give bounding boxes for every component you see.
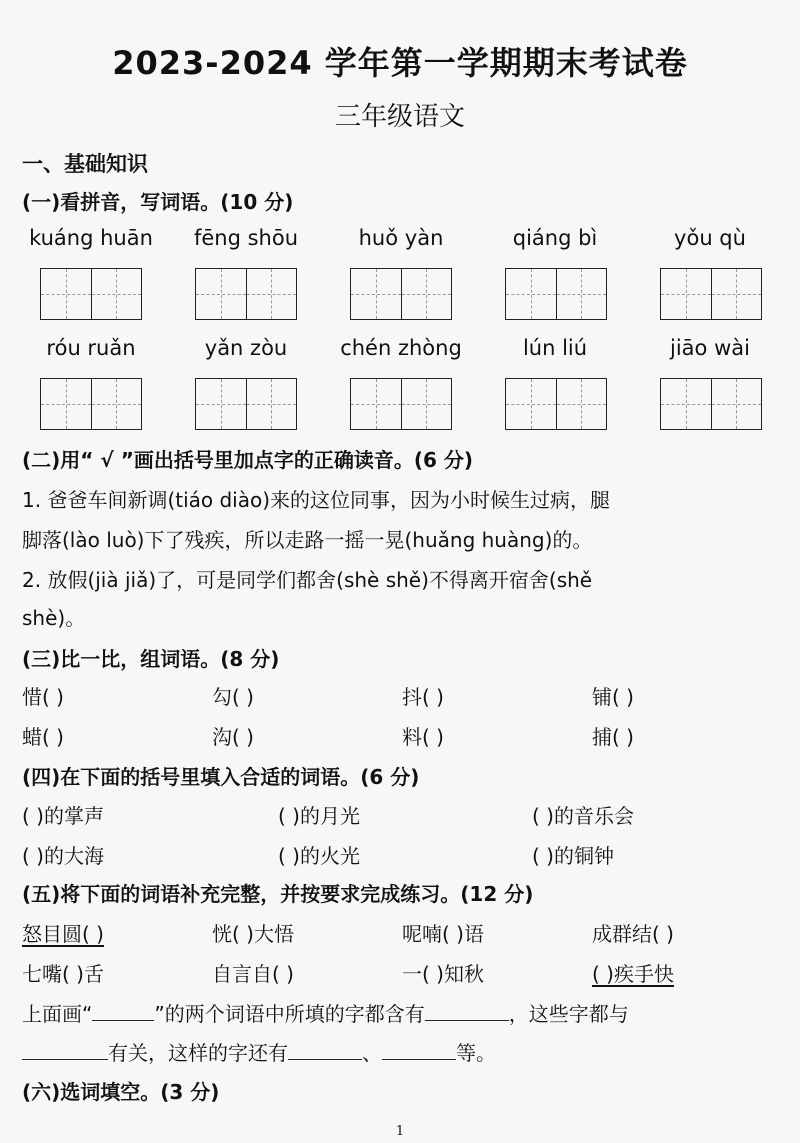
compare-word-item[interactable]: 料( ) bbox=[402, 725, 444, 749]
section-heading: 一、基础知识 bbox=[22, 152, 148, 176]
idiom-item[interactable]: 一( )知秋 bbox=[402, 962, 484, 986]
writing-grid[interactable] bbox=[660, 378, 762, 430]
writing-grid[interactable] bbox=[660, 268, 762, 320]
idiom-item-underlined[interactable]: ( )疾手快 bbox=[592, 962, 674, 986]
compare-word-item[interactable]: 惜( ) bbox=[22, 685, 64, 709]
compare-word-item[interactable]: 捕( ) bbox=[592, 725, 634, 749]
writing-grid[interactable] bbox=[195, 378, 297, 430]
fill-phrase-item[interactable]: ( )的月光 bbox=[278, 804, 360, 828]
compare-word-item[interactable]: 蜡( ) bbox=[22, 725, 64, 749]
answer-blank[interactable] bbox=[288, 1041, 362, 1060]
answer-blank[interactable] bbox=[22, 1041, 108, 1060]
question-5-line-4 bbox=[22, 1037, 496, 1066]
question-2-line: 脚落(lào luò)下了残疾，所以走路一摇一晃(huǎng huàng)的。 bbox=[22, 528, 593, 552]
answer-blank[interactable] bbox=[425, 1002, 509, 1021]
question-6-prompt: (六)选词填空。(3 分) bbox=[22, 1080, 220, 1104]
page-number: 1 bbox=[395, 1124, 405, 1139]
question-5-line-3 bbox=[22, 998, 629, 1027]
pinyin-label: kuáng huān bbox=[29, 226, 153, 250]
pinyin-label: lún liú bbox=[522, 336, 588, 360]
compare-word-item[interactable]: 铺( ) bbox=[592, 685, 634, 709]
line-text: ”的两个词语中所填的字都含有 bbox=[154, 1002, 425, 1026]
pinyin-label: chén zhòng bbox=[340, 336, 462, 360]
idiom-item[interactable]: 恍( )大悟 bbox=[212, 922, 294, 946]
writing-grid[interactable] bbox=[195, 268, 297, 320]
exam-title: 2023-2024 学年第一学期期末考试卷 bbox=[112, 44, 688, 82]
question-5-prompt: (五)将下面的词语补充完整，并按要求完成练习。(12 分) bbox=[22, 882, 534, 906]
writing-grid[interactable] bbox=[40, 268, 142, 320]
fill-phrase-item[interactable]: ( )的大海 bbox=[22, 844, 104, 868]
line-text: ，这些字都与 bbox=[508, 1002, 629, 1026]
question-3-prompt: (三)比一比，组词语。(8 分) bbox=[22, 647, 280, 671]
pinyin-label: yǒu qù bbox=[674, 226, 746, 250]
fill-phrase-item[interactable]: ( )的火光 bbox=[278, 844, 360, 868]
writing-grid[interactable] bbox=[350, 268, 452, 320]
line-text: 等。 bbox=[456, 1041, 496, 1065]
line-text: 、 bbox=[362, 1041, 382, 1065]
writing-grid[interactable] bbox=[40, 378, 142, 430]
line-text: 有关，这样的字还有 bbox=[108, 1041, 288, 1065]
writing-grid[interactable] bbox=[505, 268, 607, 320]
compare-word-item[interactable]: 沟( ) bbox=[212, 725, 254, 749]
fill-phrase-item[interactable]: ( )的音乐会 bbox=[532, 804, 634, 828]
question-1-prompt: (一)看拼音，写词语。(10 分) bbox=[22, 190, 294, 214]
question-2-line: 2. 放假(jià jiǎ)了，可是同学们都舍(shè shě)不得离开宿舍(shě bbox=[22, 568, 593, 592]
question-2-line: 1. 爸爸车间新调(tiáo diào)来的这位同事，因为小时候生过病，腿 bbox=[22, 488, 611, 512]
idiom-item[interactable]: 自言自( ) bbox=[212, 962, 294, 986]
question-4-prompt: (四)在下面的括号里填入合适的词语。(6 分) bbox=[22, 765, 420, 789]
pinyin-label: fēng shōu bbox=[193, 226, 299, 250]
answer-blank[interactable] bbox=[382, 1041, 456, 1060]
pinyin-label: yǎn zòu bbox=[204, 336, 288, 360]
line-text: 上面画“ bbox=[22, 1002, 93, 1026]
idiom-item-underlined[interactable]: 怒目圆( ) bbox=[22, 922, 104, 946]
pinyin-label: huǒ yàn bbox=[358, 226, 444, 250]
idiom-item[interactable]: 成群结( ) bbox=[592, 922, 674, 946]
question-2-line: shè)。 bbox=[22, 606, 86, 630]
compare-word-item[interactable]: 抖( ) bbox=[402, 685, 444, 709]
idiom-item[interactable]: 呢喃( )语 bbox=[402, 922, 484, 946]
compare-word-item[interactable]: 勾( ) bbox=[212, 685, 254, 709]
idiom-item[interactable]: 七嘴( )舌 bbox=[22, 962, 104, 986]
fill-phrase-item[interactable]: ( )的铜钟 bbox=[532, 844, 614, 868]
writing-grid[interactable] bbox=[505, 378, 607, 430]
pinyin-label: róu ruǎn bbox=[46, 336, 136, 360]
pinyin-label: qiáng bì bbox=[512, 226, 598, 250]
fill-phrase-item[interactable]: ( )的掌声 bbox=[22, 804, 104, 828]
exam-subtitle: 三年级语文 bbox=[334, 102, 465, 132]
pinyin-label: jiāo wài bbox=[670, 336, 750, 360]
answer-blank[interactable] bbox=[92, 1002, 154, 1021]
question-2-prompt: (二)用“ √ ”画出括号里加点字的正确读音。(6 分) bbox=[22, 448, 473, 472]
writing-grid[interactable] bbox=[350, 378, 452, 430]
